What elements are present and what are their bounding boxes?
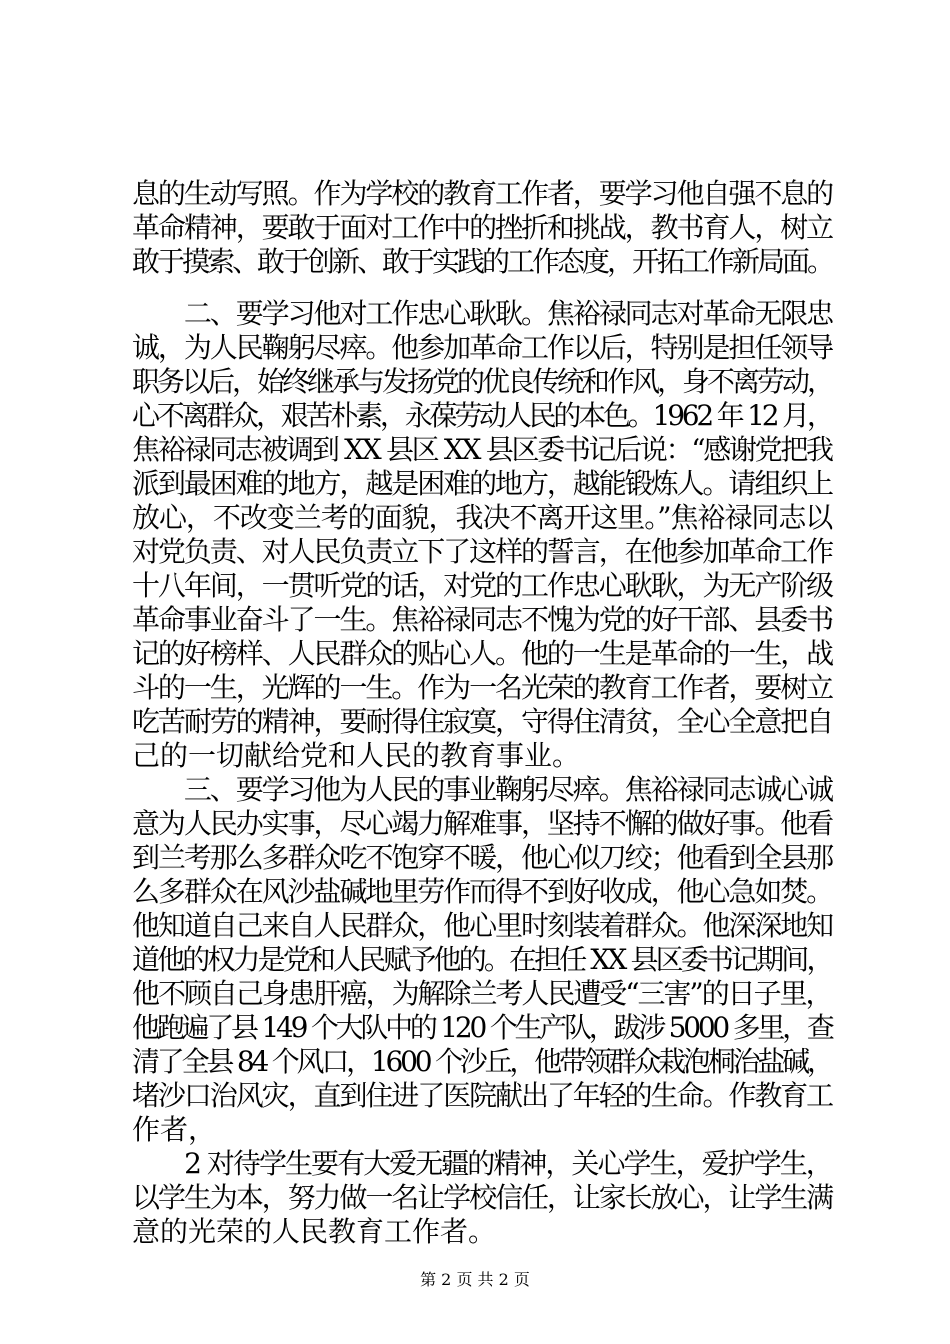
page-number-footer: 第 2 页 共 2 页 [420, 1270, 530, 1289]
text-line: 意为人民办实事，尽心竭力解难事，坚持不懈的做好事。他看 [132, 807, 833, 840]
text-line: 焦裕禄同志被调到 XX 县区 XX 县区委书记后说：“感谢党把我 [132, 433, 832, 466]
text-line: 清了全县 84 个风口，1600 个沙丘，他带领群众栽泡桐治盐碱， [132, 1045, 832, 1078]
text-line: 十八年间，一贯听党的话，对党的工作忠心耿耿，为无产阶级 [132, 569, 833, 602]
text-line: 他跑遍了县 149 个大队中的 120 个生产队，跋涉 5000 多里，查 [132, 1011, 832, 1044]
text-line: 他不顾自己身患肝癌，为解除兰考人民遭受“三害”的日子里， [132, 977, 832, 1010]
text-line: 道他的权力是党和人民赋予他的。在担任 XX 县区委书记期间， [132, 943, 832, 976]
text-line: 2 对待学生要有大爱无疆的精神，关心学生，爱护学生， [132, 1147, 832, 1180]
text-line: 职务以后，始终继承与发扬党的优良传统和作风，身不离劳动， [132, 365, 833, 398]
text-line: 么多群众在风沙盐碱地里劳作而得不到好收成，他心急如焚。 [132, 875, 833, 908]
text-line: 心不离群众，艰苦朴素，永葆劳动人民的本色。1962 年 12 月， [132, 399, 832, 432]
text-line: 诚，为人民鞠躬尽瘁。他参加革命工作以后，特别是担任领导 [132, 331, 833, 364]
text-line: 以学生为本，努力做一名让学校信任，让家长放心，让学生满 [132, 1181, 833, 1214]
text-line: 作者， [132, 1113, 217, 1146]
text-line: 吃苦耐劳的精神，要耐得住寂寞，守得住清贫，全心全意把自 [132, 705, 833, 738]
text-line: 到兰考那么多群众吃不饱穿不暖，他心似刀绞；他看到全县那 [132, 841, 833, 874]
text-line: 意的光荣的人民教育工作者。 [132, 1215, 497, 1248]
text-line: 革命事业奋斗了一生。焦裕禄同志不愧为党的好干部、县委书 [132, 603, 833, 636]
text-line: 二、要学习他对工作忠心耿耿。焦裕禄同志对革命无限忠 [132, 297, 833, 330]
text-line: 革命精神，要敢于面对工作中的挫折和挑战，教书育人，树立 [132, 211, 833, 244]
text-line: 他知道自己来自人民群众，他心里时刻装着群众。他深深地知 [132, 909, 833, 942]
text-line: 己的一切献给党和人民的教育事业。 [132, 739, 581, 772]
text-line: 放心，不改变兰考的面貌，我决不离开这里。”焦裕禄同志以 [132, 501, 833, 534]
text-line: 息的生动写照。作为学校的教育工作者，要学习他自强不息的 [132, 177, 833, 210]
text-line: 敢于摸索、敢于创新、敢于实践的工作态度，开拓工作新局面。 [132, 245, 833, 278]
text-line: 对党负责、对人民负责立下了这样的誓言，在他参加革命工作 [132, 535, 833, 568]
text-line: 记的好榜样、人民群众的贴心人。他的一生是革命的一生，战 [132, 637, 833, 670]
text-line: 三、要学习他为人民的事业鞠躬尽瘁。焦裕禄同志诚心诚 [132, 773, 833, 806]
text-line: 斗的一生，光辉的一生。作为一名光荣的教育工作者，要树立 [132, 671, 833, 704]
text-line: 堵沙口治风灾，直到住进了医院献出了年轻的生命。作教育工 [132, 1079, 833, 1112]
text-line: 派到最困难的地方，越是困难的地方，越能锻炼人。请组织上 [132, 467, 833, 500]
